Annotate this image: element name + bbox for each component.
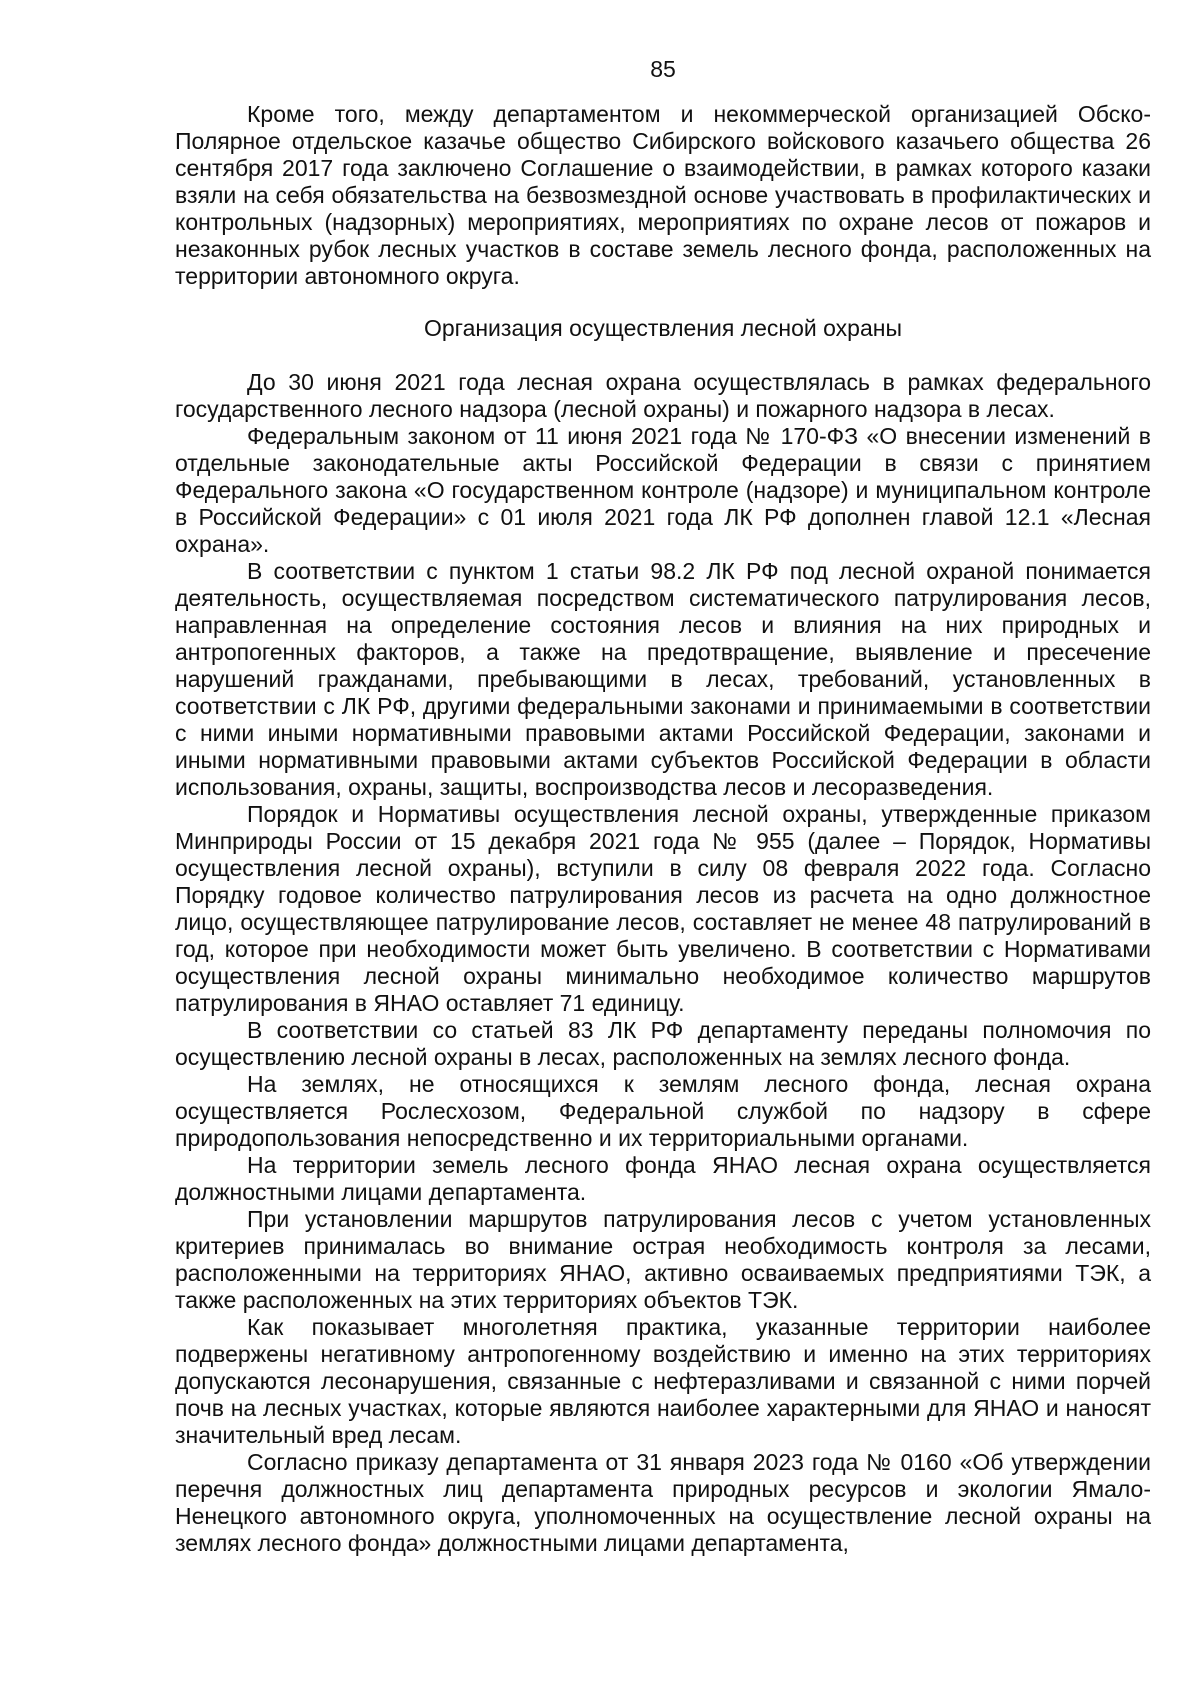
paragraph-1: До 30 июня 2021 года лесная охрана осуществлялась в рамках федерального государственного лесного надзора (лесной охраны) и пожарного надзора в лесах. [175,369,1151,422]
paragraph-agreement: Кроме того, между департаментом и некоммерческой организацией Обско-Полярное отдельское казачье общество Сибирского войскового казачьего общества 26 сентября 2017 года заключено Соглашение о взаимодействии, в рамках которого казаки взяли на себя обязательства на безвозмездной основе участвовать в профилактических и контрольных (надзорных) мероприятиях, мероприятиях по охране лесов от пожаров и незаконных рубок лесных участков в составе земель лесного фонда, расположенных на территории автономного округа. [175,101,1151,289]
paragraph-9: Как показывает многолетняя практика, указанные территории наиболее подвержены негативному антропогенному воздействию и именно на этих территориях допускаются лесонарушения, связанные с нефтеразливами и связанной с ними порчей почв на лесных участках, которые являются наиболее характерными для ЯНАО и наносят значительный вред лесам. [175,1314,1151,1448]
paragraph-7: На территории земель лесного фонда ЯНАО лесная охрана осуществляется должностными лицами департамента. [175,1152,1151,1205]
paragraph-6: На землях, не относящихся к землям лесного фонда, лесная охрана осуществляется Рослесхозом, Федеральной службой по надзору в сфере природопользования непосредственно и их территориальными органами. [175,1071,1151,1151]
paragraph-4: Порядок и Нормативы осуществления лесной охраны, утвержденные приказом Минприроды России от 15 декабря 2021 года № 955 (далее – Порядок, Нормативы осуществления лесной охраны), вступили в силу 08 февраля 2022 года. Согласно Порядку годовое количество патрулирования лесов из расчета на одно должностное лицо, осуществляющее патрулирование лесов, составляет не менее 48 патрулирований в год, которое при необходимости может быть увеличено. В соответствии с Нормативами осуществления лесной охраны минимально необходимое количество маршрутов патрулирования в ЯНАО оставляет 71 единицу. [175,801,1151,1016]
paragraph-3: В соответствии с пунктом 1 статьи 98.2 ЛК РФ под лесной охраной понимается деятельность, осуществляемая посредством систематического патрулирования лесов, направленная на определение состояния лесов и влияния на них природных и антропогенных факторов, а также на предотвращение, выявление и пресечение нарушений гражданами, пребывающими в лесах, требований, установленных в соответствии с ЛК РФ, другими федеральными законами и принимаемыми в соответствии с ними иными нормативными правовыми актами Российской Федерации, законами и иными нормативными правовыми актами субъектов Российской Федерации в области использования, охраны, защиты, воспроизводства лесов и лесоразведения. [175,558,1151,800]
paragraph-8: При установлении маршрутов патрулирования лесов с учетом установленных критериев принималась во внимание острая необходимость контроля за лесами, расположенными на территориях ЯНАО, активно осваиваемых предприятиями ТЭК, а также расположенных на этих территориях объектов ТЭК. [175,1206,1151,1313]
paragraph-5: В соответствии со статьей 83 ЛК РФ департаменту переданы полномочия по осуществлению лесной охраны в лесах, расположенных на землях лесного фонда. [175,1017,1151,1070]
section-heading: Организация осуществления лесной охраны [424,315,902,341]
paragraph-10: Согласно приказу департамента от 31 января 2023 года № 0160 «Об утверждении перечня должностных лиц департамента природных ресурсов и экологии Ямало-Ненецкого автономного округа, уполномоченных на осуществление лесной охраны на землях лесного фонда» должностными лицами департамента, [175,1449,1151,1556]
paragraph-2: Федеральным законом от 11 июня 2021 года № 170-ФЗ «О внесении изменений в отдельные законодательные акты Российской Федерации в связи с принятием Федерального закона «О государственном контроле (надзоре) и муниципальном контроле в Российской Федерации» с 01 июля 2021 года ЛК РФ дополнен главой 12.1 «Лесная охрана». [175,423,1151,557]
document-page [175,56,1151,1557]
page-number: 85 [650,56,676,82]
